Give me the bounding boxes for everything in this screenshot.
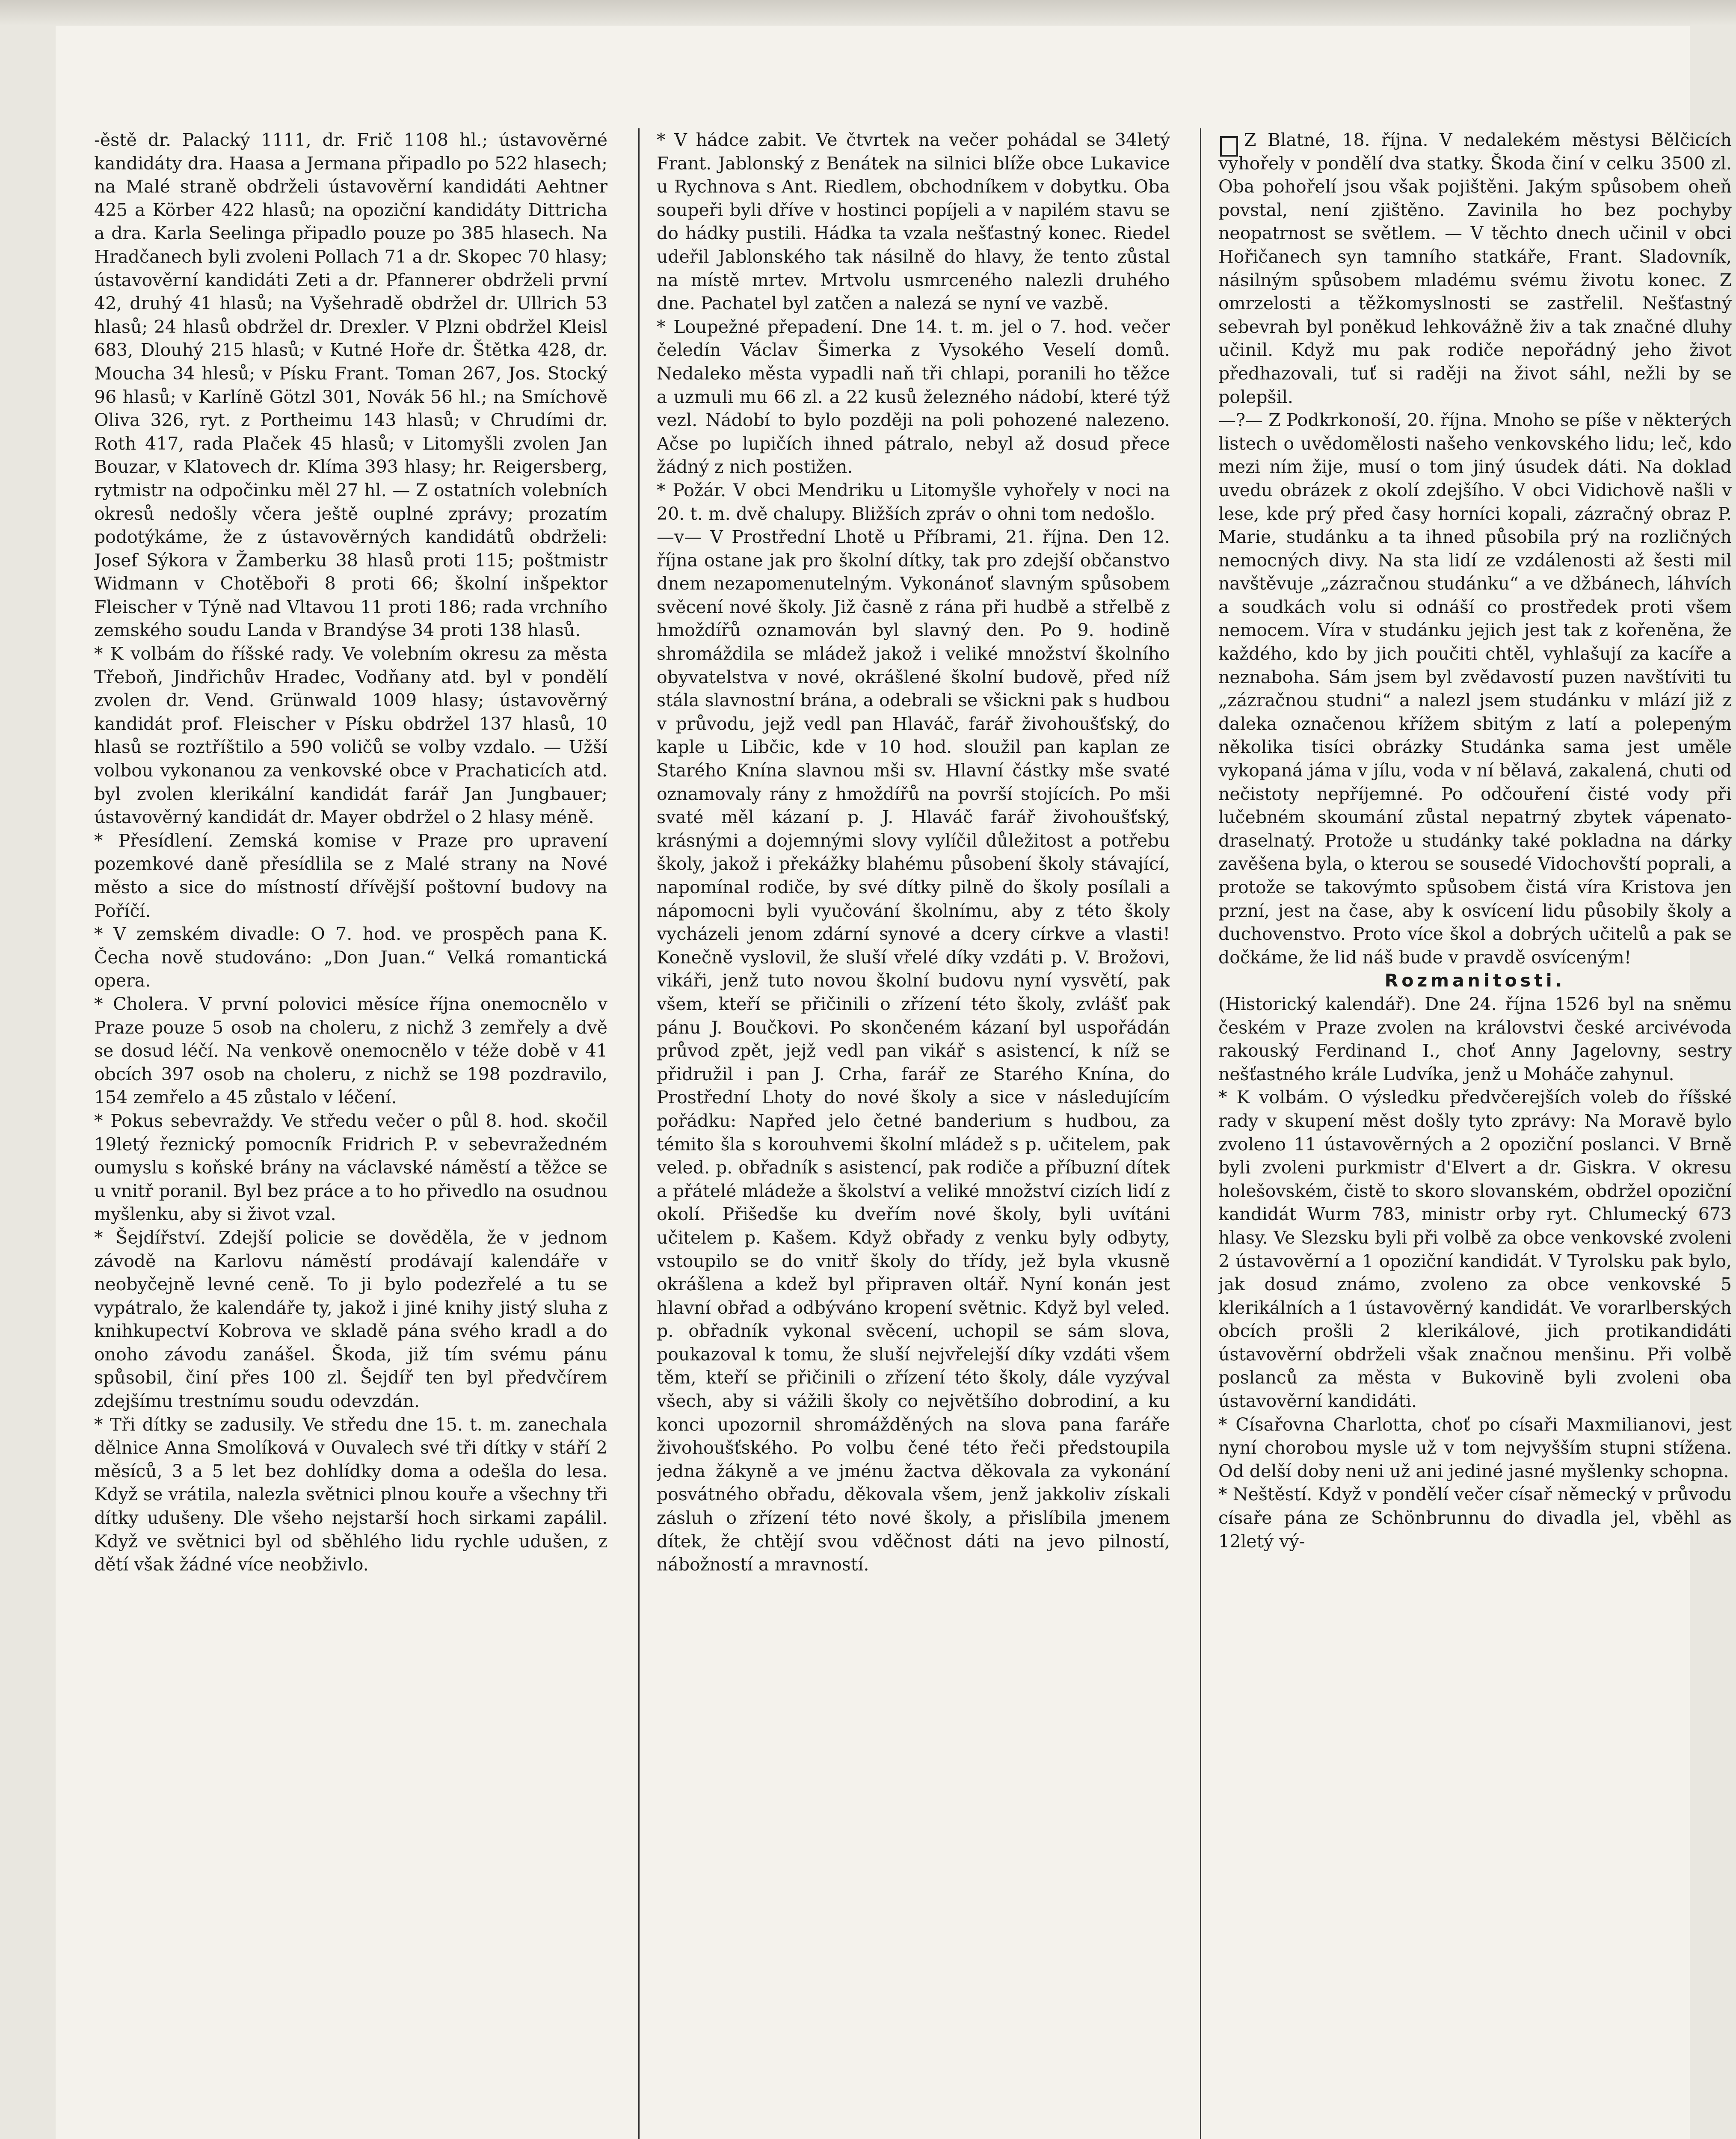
news-paragraph: —v— V Prostřední Lhotě u Příbrami, 21. října. Den 12. října ostane jak pro školní dítky, tak pro zdejší občanstvo dnem nezapomenutelným. Vykonánoť slavným spůsobem svěcení nové školy. Již časně z rána při hudbě a střelbě z hmoždířů oznamován byl slavný den. Po 9. hodině shromáždila se mládež jakož i veliké množství školního obyvatelstva v nové, okrášlené školní budově, před níž stála slavnostní brána, a odebrali se všickni pak s hudbou v průvodu, jejž vedl pan Hlaváč, farář živohoušťský, do kaple u Libčic, kde v 10 hod. sloužil pan kaplan ze Starého Knína slavnou mši sv. Hlavní částky mše svaté oznamovaly rány z hmoždířů na površí stojících. Po mši svaté měl kázaní p. J. Hlaváč farář živohoušťský, krásnými a dojemnými slovy vylíčil důležitost a potřebu školy, jakož i překážky blahému působení školy stávající, napomínal rodiče, by své dítky pilně do školy posílali a nápomocni byli vyučování školnímu, aby z této školy vycházeli jenom zdární synové a dcery církve a vlasti! Konečně vyslovil, že sluší vřelé díky vzdáti p. V. Brožovi, vikáři, jenž tuto novou školní budovu nyní vysvětí, pak všem, kteří se přičinili o zřízení této školy, zvlášť pak pánu J. Boučkovi. Po skončeném kázaní byl uspořádán průvod zpět, jejž vedl pan vikář s asistencí, k níž se přidružil i pan J. Crha, farář ze Starého Knína, do Prostřední Lhoty do nové školy a sice v následujícím pořádku: Napřed jelo četné banderium s hudbou, za témito šla s korouhvemi školní mládež s p. učitelem, pak veled. p. obřadník s asistencí, pak rodiče a příbuzní dítek a přátelé mládeže a školství a veliké množství cizích lidí z okolí. Přišedše ku dveřím nové školy, byli uvítáni učitelem p. Kašem. Když obřady z venku byly odbyty, vstoupilo se do vnitř školy do třídy, jež byla vkusně okrášlena a kdež byl připraven oltář. Nyní konán jest hlavní obřad a odbýváno kropení světnic. Když byl veled. p. obřadník vykonal svěcení, uchopil se sám slova, poukazoval k tomu, že sluší nejvřelejší díky vzdáti všem těm, kteří se přičinili o zřízení této školy, dále vyzýval všech, aby si vážili školy co největšího dobrodiní, a ku konci upozornil shromážděných na slova pana faráře živohoušťského. Po volbu čené této řeči předstoupila jedna žákyně a ve jménu žactva děkovala za vykonání posvátného obřadu, děkovala všem, jenž jakkoliv získali zásluh o zřízení této nové školy, a přislíbila jmenem dítek, že chtějí svou vděčnost dáti na jevo pilností, nábožností a mravností. <box>657 527 1170 1575</box>
news-paragraph: * Přesídlení. Zemská komise v Praze pro upravení pozemkové daně přesídlila se z Malé strany na Nové město a sice do místností dřívější poštovní budovy na Poříčí. <box>94 830 607 921</box>
news-paragraph: * Pokus sebevraždy. Ve středu večer o půl 8. hod. skočil 19letý řeznický pomocník Fridrich P. v sebevražedném oumyslu s koňské brány na václavské náměstí a těžce se u vnitř poranil. Byl bez práce a to ho přivedlo na osudnou myšlenku, aby si život vzal. <box>94 1110 607 1225</box>
news-paragraph: Z Blatné, 18. října. V nedalekém městysi Bělčicích vyhořely v pondělí dva statky. Škoda činí v celku 3500 zl. Oba pohořelí jsou však pojištěni. Jakým spůsobem oheň povstal, není zjištěno. Zavinila ho bez pochyby neopatrnost se světlem. — V těchto dnech učinil v obci Hořičanech syn tamního statkáře, Frant. Sladovník, násilným spůsobem mladému svému životu konec. Z omrzelosti a těžkomyslnosti se zastřelil. Nešťastný sebevrah byl poněkud lehkovážně živ a tak značné dluhy učinil. Když mu pak rodiče nepořádný jeho život předhazovali, tuť si raději na život sáhl, nežli by se polepšil. <box>1218 130 1732 407</box>
news-paragraph: * V hádce zabit. Ve čtvrtek na večer pohádal se 34letý Frant. Jablonský z Benátek na silnici blíže obce Lukavice u Rychnova s Ant. Riedlem, obchodníkem v dobytku. Oba soupeři byli dříve v hostinci popíjeli a v napilém stavu se do hádky pustili. Hádka ta vzala nešťastný konec. Riedel udeřil Jablonského tak násilně do hlavy, že tento zůstal na místě mrtev. Mrtvolu usmrceného nalezli druhého dne. Pachatel byl zatčen a nalezá se nyní ve vazbě. <box>657 130 1170 314</box>
news-paragraph: * K volbám. O výsledku předvčerejších voleb do říšské rady v skupení měst došly tyto zprávy: Na Moravě bylo zvoleno 11 ústavověrných a 2 opoziční poslanci. V Brně byli zvoleni purkmistr d'Elvert a dr. Giskra. V okresu holešovském, čistě to skoro slovanském, obdržel opoziční kandidát Wurm 783, ministr orby ryt. Chlumecký 673 hlasy. Ve Slezsku byli při volbě za obce venkovské zvoleni 2 ústavověrní a 1 opoziční kandidát. V Tyrolsku pak bylo, jak dosud známo, zvoleno za obce venkovské 5 klerikálních a 1 ústavověrný kandidát. Ve vorarlberských obcích prošli 2 klerikálové, jich protikandidáti ústavověrní obdrželi však značnou menšinu. Při volbě poslanců za města v Bukovině byli zvoleni oba ústavověrní kandidáti. <box>1218 1087 1732 1412</box>
news-paragraph: (Historický kalendář). Dne 24. října 1526 byl na sněmu českém v Praze zvolen na královstvi české arcivévoda rakouský Ferdinand I., choť Anny Jagelovny, sestry nešťastného krále Ludvíka, jenž u Moháče zahynul. <box>1218 993 1732 1084</box>
news-paragraph: * Šejdířství. Zdejší policie se dověděla, že v jednom závodě na Karlovu náměstí prodávají kalendáře v neobyčejně levné ceně. To ji bylo podezřelé a tu se vypátralo, že kalendáře ty, jakož i jiné knihy jistý sluha z knihkupectví Kobrova ve skladě pána svého kradl a do onoho závodu zanášel. Škoda, již tím svému pánu spůsobil, činí přes 100 zl. Šejdíř ten byl předvčírem zdejšímu trestnímu soudu odevzdán. <box>94 1227 607 1412</box>
news-paragraph: * Tři dítky se zadusily. Ve středu dne 15. t. m. zanechala dělnice Anna Smolíková v Ouvalech své tři dítky v stáří 2 měsíců, 3 a 5 let bez dohlídky doma a odešla do lesa. Když se vrátila, nalezla světnici plnou kouře a všechny tři dítky udušeny. Dle všeho nejstarší hoch sirkami zapálil. Když ve světnici byl od sběhlého lidu rychle udušen, z dětí však žádné více neobživlo. <box>94 1414 607 1575</box>
news-paragraph: -ěstě dr. Palacký 1111, dr. Frič 1108 hl.; ústavověrné kandidáty dra. Haasa a Jermana připadlo po 522 hlasech; na Malé straně obdrželi ústavověrní kandidáti Aehtner 425 a Körber 422 hlasů; na opoziční kandidáty Dittricha a dra. Karla Seelinga připadlo pouze po 385 hlasech. Na Hradčanech byli zvoleni Pollach 71 a dr. Skopec 70 hlasy; ústavověrní kandidáti Zeti a dr. Pfannerer obdrželi první 42, druhý 41 hlasů; na Vyšehradě obdržel dr. Ullrich 53 hlasů; 24 hlasů obdržel dr. Drexler. V Plzni obdržel Kleisl 683, Dlouhý 215 hlasů; v Kutné Hoře dr. Štětka 428, dr. Moucha 34 hlesů; v Písku Frant. Toman 267, Jos. Stocký 96 hlasů; v Karlíně Götzl 301, Novák 56 hl.; na Smíchově Oliva 326, ryt. z Portheimu 143 hlasů; v Chrudími dr. Roth 417, rada Plaček 45 hlasů; v Litomyšli zvolen Jan Bouzar, v Klatovech dr. Klíma 393 hlasy; hr. Reigersberg, rytmistr na odpočinku měl 27 hl. — Z ostatních volebních okresů nedošly včera ještě ouplné zprávy; prozatím podotýkáme, že z ústavověrných kandidátů obdrželi: Josef Sýkora v Žamberku 38 hlasů proti 115; poštmistr Widmann v Chotěboři 8 proti 66; školní inšpektor Fleischer v Týně nad Vltavou 11 proti 186; rada vrchního zemského soudu Landa v Brandýse 34 proti 138 hlasů. <box>94 130 607 641</box>
news-paragraph: * Loupežné přepadení. Dne 14. t. m. jel o 7. hod. večer čeledín Václav Šimerka z Vysokého Veselí domů. Nedaleko města vypadli naň tři chlapi, poranili ho těžce a uzmuli mu 66 zl. a 22 kusů železného nádobí, které týž vezl. Nádobí to bylo později na poli pohozené nalezeno. Ačse po lupičích ihned pátralo, nebyl až dosud přece žádný z nich postižen. <box>657 316 1170 477</box>
news-paragraph: * Cholera. V první polovici měsíce října onemocnělo v Praze pouze 5 osob na choleru, z nichž 3 zemřely a dvě se dosud léčí. Na venkově onemocnělo v téže době v 41 obcích 397 osob na choleru, z nichž se 198 pozdravilo, 154 zemřelo a 45 zůstalo v léčení. <box>94 993 607 1108</box>
column-2 <box>657 128 1170 2139</box>
section-heading: Rozmanitosti. <box>1384 970 1566 991</box>
news-paragraph: * Neštěstí. Když v pondělí večer císař německý v průvodu císaře pána ze Schönbrunnu do divadla jel, vběhl as 12letý vý- <box>1218 1484 1732 1552</box>
page-edge-shadow <box>0 0 1736 26</box>
column-1 <box>94 128 607 2139</box>
news-paragraph: * Císařovna Charlotta, choť po císaři Maxmilianovi, jest nyní chorobou mysle už v tom nejvyšším stupni stížena. Od delší doby neni už ani jediné jasné myšlenky schopna. <box>1218 1414 1732 1481</box>
news-paragraph: —?— Z Podkrkonoší, 20. října. Mnoho se píše v některých listech o uvědomělosti našeho venkovského lidu; leč, kdo mezi ním žije, musí o tom jiný úsudek dáti. Na doklad uvedu obrázek z okolí zdejšího. V obci Vidichově našli v lese, kde prý před časy horníci kopali, zázračný obraz P. Marie, studánku a ta ihned působila prý na rozličných nemocných divy. Na sta lidí ze vzdálenosti až šesti mil navštěvuje „zázračnou studánku“ a ve džbánech, láhvích a soudkách volu si odnáší co prostředek proti všem nemocem. Víra v studánku jejich jest tak z kořeněna, že každého, kdo by jich poučiti chtěl, vyhlašují za kacíře a neznabohа. Sám jsem byl zvědavostí puzen navštíviti tu „zázračnou studni“ a nalezl jsem studánku v mlází již z daleka označenou křížem sbitým z latí a polepeným několika tisíci obrázky Studánka sama jest uměle vykopaná jáma v jílu, voda v ní bělavá, zakalená, chuti od nečistoty nepříjemné. Po odčouření čisté vody při lučebném skoumání zůstal nepatrný zbytek vápenato-draselnatý. Protože u studánky také pokladna na dárky zavěšena byla, o kterou se sousedé Vidochovští poprali, a protože se takovýmto spůsobem čistá víra Kristova jen przní, jest na čase, aby k osvícení lidu působily školy a duchovenstvo. Proto více škol a dobrých učitelů a pak se dočkáme, že lid náš bude v pravdě osvíceným! <box>1218 410 1732 968</box>
news-paragraph: * K volbám do říšské rady. Ve volebním okresu za města Třeboň, Jindřichův Hradec, Vodňany atd. byl v pondělí zvolen dr. Vend. Grünwald 1009 hlasy; ústavověrný kandidát prof. Fleischer v Písku obdržel 137 hlasů, 10 hlasů se roztříštilo a 590 voličů se volby vzdalo. — Užší volbou vykonanou za venkovské obce v Prachaticích atd. byl zvolen klerikální kandidát farář Jan Jungbauer; ústavověrný kandidát dr. Mayer obdržel o 2 hlasy méně. <box>94 643 607 828</box>
news-paragraph: * Požár. V obci Mendriku u Litomyšle vyhořely v noci na 20. t. m. dvě chalupy. Bližších zpráv o ohni tom nedošlo. <box>657 480 1170 524</box>
column-3 <box>1218 128 1732 2139</box>
news-paragraph: * V zemském divadle: O 7. hod. ve prospěch pana K. Čecha nově studováno: „Don Juan.“ Velká romantická opera. <box>94 924 607 991</box>
column-divider <box>1200 128 1201 2139</box>
column-divider <box>638 128 640 2139</box>
